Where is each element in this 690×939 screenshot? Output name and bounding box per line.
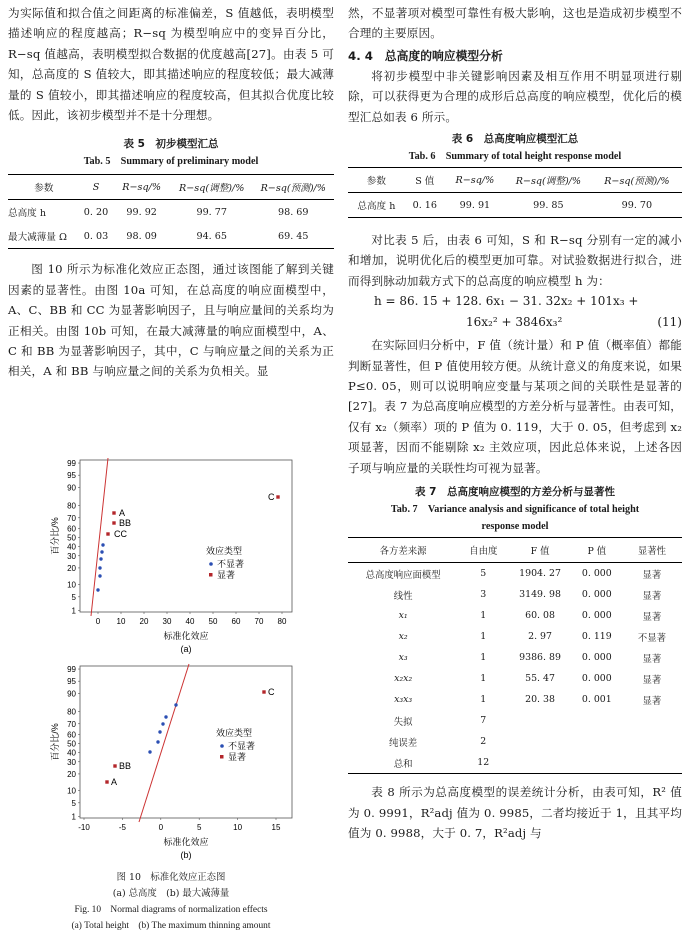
y-tick-label: 80	[67, 707, 76, 717]
table5-header: S	[92, 181, 100, 193]
y-tick-label: 90	[67, 689, 76, 699]
table7-caption-en-2: response model	[481, 521, 549, 533]
section-heading: 4. 4 总高度的响应模型分析	[348, 48, 503, 63]
table7-cell: 2. 97	[528, 631, 552, 643]
right-paragraph-1: 然，不显著项对模型可靠性有极大影响，这也是造成初步模型不合理的主要原因。	[348, 6, 682, 41]
y-tick-label: 1	[71, 606, 76, 616]
chart-b-point	[164, 715, 167, 718]
table7-cell: 显著	[642, 653, 662, 665]
equation-line-1: h = 86. 15 + 128. 6x₁ − 31. 32x₂ + 101x₃ +	[374, 294, 639, 309]
table5-caption-en: Tab. 5 Summary of preliminary model	[83, 156, 259, 168]
chart-b-sub: (b)	[180, 850, 192, 860]
y-tick-label: 80	[67, 501, 76, 511]
table7-cell: 55. 47	[525, 673, 555, 685]
x-tick-label: -5	[118, 823, 126, 832]
chart-a-sub: (a)	[180, 644, 192, 654]
table7-cell	[508, 731, 571, 752]
y-tick-label: 70	[67, 719, 76, 729]
y-tick-label: 1	[71, 812, 76, 822]
chart-a-label-bb: BB	[119, 518, 132, 528]
table7-header: 自由度	[469, 546, 498, 558]
left-paragraph-2: 图 10 所示为标准化效应正态图，通过该图能了解到关键因素的显著性。由图 10a 可知，在总高度的响应面模型中，A、C、BB 和 CC 为显著影响因子，且与响应量间的关系均为正相关。由图 10b 可知，在最大减薄量的响应面模型中，A、C 和 BB 为显著影响因子，其中，C 与响应量之间的关系为正相关，A 和 BB 与响应量之间的关系为负相关。显	[8, 262, 334, 379]
chart-b-y-ticks	[67, 665, 80, 821]
left-paragraph-1: 为实际值和拟合值之间距离的标准偏差，S 值越低，表明模型描述响应的程度越高；R−sq 为模型响应中的变异百分比，R−sq 值越高，表明模型拟合数据的优度越高[27]。由表 5 可知，总高度的 S 值较大，即其描述响应的程度较低；最大减薄量的 S 值较小，即其描述响应的程度较高，但其拟合优度比较低。因此，该初步模型并不是十分理想。	[8, 6, 334, 123]
chart-a-fit-line	[91, 458, 108, 616]
chart-a-point	[98, 566, 101, 569]
right-paragraph-2: 将初步模型中非关键影响因素及相互作用不明显项进行剔除，可以获得更为合理的成形后总高度的响应模型，优化后的模型汇总如表 6 所示。	[348, 68, 682, 124]
x-tick-label: 5	[196, 823, 202, 832]
table-row	[348, 626, 682, 647]
chart-b-fit-line	[139, 664, 189, 822]
table7-header: F 值	[530, 546, 550, 558]
chart-a-point	[99, 557, 102, 560]
chart-a-point	[96, 588, 99, 591]
chart-a-label-cc: CC	[114, 529, 127, 539]
table-row	[348, 605, 682, 626]
chart-b	[8, 662, 334, 862]
chart-b-legend-square-red	[220, 755, 224, 759]
right-paragraph-4: 在实际回归分析中，F 值（统计量）和 P 值（概率值）都能判断显著性，但 P 值使用较方便。从统计意义的角度来说，如果 P≤0. 05，则可以说明响应变量与某项之间的关联性是显著的[27]。表 7 为总高度响应模型的方差分析与显著性。由表可知，仅有 x₂（频率）项的 P 值为 0. 119，大于 0. 05，但考虑到 x₂ 项显著，因而不能剔除 x₂ 主效应项，因此总体来说，上述各因子项与响应量的关联性均可视为显著。	[348, 338, 682, 475]
table7-cell: 3149. 98	[519, 589, 561, 601]
table6-header: 参数	[366, 176, 386, 188]
table-row	[348, 647, 682, 668]
y-tick-label: 70	[67, 513, 76, 523]
table6-caption-cn: 表 6 总高度响应模型汇总	[451, 133, 579, 146]
y-tick-label: 20	[67, 563, 76, 573]
table5-cell: 99. 92	[126, 206, 157, 218]
table7-body	[348, 563, 682, 774]
figure-subcaption-en: (a) Total height (b) The maximum thinning amount	[71, 921, 271, 931]
chart-a-point	[100, 550, 103, 553]
y-tick-label: 95	[67, 677, 76, 687]
table5-cell: 94. 65	[196, 230, 227, 242]
table7-cell: x₃x₃	[394, 694, 413, 706]
table5-header: 参数	[34, 183, 54, 195]
y-tick-label: 30	[67, 551, 76, 561]
table7-cell: 0. 000	[581, 652, 612, 664]
table7-cell	[508, 752, 571, 774]
table5-header-row	[8, 175, 334, 200]
table7-cell	[572, 710, 622, 731]
equation-number: (11)	[657, 315, 682, 330]
chart-a-xlabel: 标准化效应	[163, 631, 209, 641]
table5-cell: 总高度 h	[8, 208, 47, 220]
table5-header: R−sq/%	[122, 181, 161, 193]
chart-a-legend-item-2: 显著	[217, 570, 236, 580]
table6-header: R−sq/%	[455, 174, 495, 186]
y-tick-label: 40	[67, 748, 76, 758]
table5-cell: 98. 09	[126, 230, 157, 242]
table7-cell	[622, 710, 682, 731]
table6-cell: 99. 91	[459, 199, 491, 211]
chart-a-plot-frame	[80, 460, 292, 612]
table7-cell: 0. 000	[581, 568, 612, 580]
table5-header: R−sq(调整)/%	[179, 183, 245, 195]
table5-cell: 69. 45	[277, 230, 309, 242]
table7-cell: 显著	[642, 611, 662, 623]
left-column	[8, 0, 334, 931]
table5-cell: 最大减薄量 Ω	[8, 232, 67, 244]
y-tick-label: 5	[71, 592, 76, 602]
table7-cell: 0. 001	[581, 694, 612, 706]
table7-cell: 60. 08	[525, 610, 555, 622]
x-tick-label: 10	[233, 823, 243, 832]
chart-b-legend-dot-blue	[220, 744, 224, 748]
x-tick-label: 60	[231, 617, 241, 626]
table7-header: P 值	[587, 546, 607, 558]
table7-cell: 总高度响应面模型	[365, 569, 441, 581]
table7-cell	[572, 752, 622, 774]
table5-cell: 0. 03	[83, 230, 109, 242]
table-row	[348, 563, 682, 585]
y-tick-label: 40	[67, 542, 76, 552]
chart-b-label-a: A	[111, 777, 118, 787]
x-tick-label: 30	[162, 617, 172, 626]
chart-a-legend-square-red	[209, 573, 213, 577]
table7-cell: 1	[480, 694, 487, 706]
chart-a-label-a: A	[119, 508, 126, 518]
table5-block	[8, 136, 334, 249]
table7-cell: 3	[480, 589, 487, 601]
table6-header: S 值	[415, 176, 435, 188]
chart-b-x-ticks	[78, 818, 281, 832]
x-tick-label: 20	[139, 617, 149, 626]
chart-a	[8, 456, 334, 656]
table-row	[8, 200, 334, 225]
table7-cell: 1	[480, 673, 487, 685]
table5-cell: 98. 69	[277, 206, 309, 218]
table7-cell: 1	[480, 610, 487, 622]
y-tick-label: 10	[67, 786, 76, 796]
table7-cell	[622, 731, 682, 752]
table6-header: R−sq(调整)/%	[515, 176, 582, 188]
table7-cell: x₃	[398, 652, 408, 664]
y-tick-label: 30	[67, 757, 76, 767]
table6-cell: 99. 70	[621, 199, 653, 211]
table7-cell: 线性	[393, 590, 413, 602]
table7-cell: 1	[480, 652, 487, 664]
figure-caption-cn: 图 10 标准化效应正态图	[116, 872, 226, 883]
chart-a-x-ticks	[96, 612, 287, 626]
table7-cell: 5	[480, 568, 487, 580]
chart-b-label-c: C	[268, 687, 275, 697]
y-tick-label: 99	[67, 665, 76, 675]
table7-cell: 纯误差	[389, 737, 418, 749]
chart-a-y-ticks	[67, 459, 80, 615]
chart-b-label-bb: BB	[119, 761, 132, 771]
table7-cell: 显著	[642, 569, 662, 581]
table6-caption-en: Tab. 6 Summary of total height response model	[408, 151, 622, 163]
x-tick-label: 50	[208, 617, 218, 626]
chart-b-point	[105, 780, 108, 783]
figure-10	[8, 456, 334, 934]
table-row	[348, 731, 682, 752]
chart-a-legend-dot-blue	[209, 562, 213, 566]
table-row	[348, 689, 682, 710]
table7-block	[348, 484, 682, 774]
chart-b-ylabel: 百分比/%	[50, 723, 60, 761]
chart-a-point	[101, 543, 104, 546]
chart-a-legend-title: 效应类型	[206, 546, 243, 556]
table7-caption-cn: 表 7 总高度响应模型的方差分析与显著性	[415, 486, 615, 499]
table7	[348, 537, 682, 774]
chart-b-plot-frame	[80, 666, 292, 818]
table7-caption-en-1: Tab. 7 Variance analysis and significance of total height	[390, 504, 640, 516]
y-tick-label: 90	[67, 483, 76, 493]
x-tick-label: 0	[158, 823, 164, 832]
table-row	[348, 668, 682, 689]
chart-a-ylabel: 百分比/%	[50, 517, 60, 555]
chart-a-point	[106, 532, 109, 535]
chart-a-point	[276, 495, 279, 498]
x-tick-label: 15	[271, 823, 281, 832]
table7-cell	[622, 752, 682, 774]
chart-b-legend-title: 效应类型	[216, 728, 253, 738]
equation-line-2-row	[348, 312, 682, 333]
y-tick-label: 95	[67, 471, 76, 481]
table7-header: 各方差来源	[379, 546, 427, 558]
right-column	[348, 0, 682, 843]
chart-b-xlabel: 标准化效应	[163, 837, 209, 847]
chart-a-legend-item-1: 不显著	[217, 559, 245, 569]
table7-cell: 0. 000	[581, 589, 612, 601]
table7-cell: 0. 000	[581, 673, 612, 685]
chart-a-point	[98, 574, 101, 577]
table7-cell: 20. 38	[525, 694, 555, 706]
table7-cell	[508, 710, 571, 731]
x-tick-label: 80	[277, 617, 287, 626]
chart-a-point	[112, 521, 115, 524]
table7-header: 显著性	[637, 546, 666, 558]
figure-subcaption-cn: (a) 总高度 (b) 最大减薄量	[112, 888, 230, 899]
table7-header-row	[348, 538, 682, 563]
y-tick-label: 20	[67, 769, 76, 779]
chart-b-point	[262, 690, 265, 693]
table7-cell	[572, 731, 622, 752]
x-tick-label: 40	[185, 617, 195, 626]
table7-cell: 总和	[393, 758, 413, 770]
table7-cell: x₁	[398, 610, 408, 622]
table7-cell: 显著	[642, 590, 662, 602]
table6-cell: 0. 16	[412, 199, 438, 211]
table7-cell: 9386. 89	[519, 652, 561, 664]
chart-b-point	[174, 703, 177, 706]
table6-header: R−sq(预测)/%	[604, 176, 670, 188]
x-tick-label: 70	[254, 617, 264, 626]
chart-a-label-c: C	[268, 492, 275, 502]
table6-block	[348, 131, 682, 218]
chart-b-point	[161, 722, 164, 725]
table7-cell: x₂	[398, 631, 408, 643]
right-paragraph-5: 表 8 所示为总高度模型的误差统计分析，由表可知，R² 值为 0. 9991，R²adj 值为 0. 9985，二者均接近于 1，且其平均值为 0. 9988，大于 0. 7，R²adj 与	[348, 785, 682, 840]
table7-cell: 0. 000	[581, 610, 612, 622]
x-tick-label: 0	[95, 617, 101, 626]
chart-b-point	[113, 764, 116, 767]
table5-header: R−sq(预测)/%	[260, 183, 326, 195]
chart-b-legend-item-1: 不显著	[228, 741, 256, 751]
chart-a-point	[112, 511, 115, 514]
y-tick-label: 50	[67, 533, 76, 543]
table5-caption-cn: 表 5 初步模型汇总	[123, 138, 219, 151]
table5-cell: 0. 20	[83, 206, 109, 218]
x-tick-label: 10	[116, 617, 126, 626]
table6-cell: 总高度 h	[357, 201, 396, 213]
y-tick-label: 60	[67, 524, 76, 534]
chart-b-point	[158, 730, 161, 733]
table7-cell: 2	[480, 736, 487, 748]
y-tick-label: 10	[67, 580, 76, 590]
table6-cell: 99. 85	[533, 199, 564, 211]
x-tick-label: -10	[78, 823, 90, 832]
table7-cell: 显著	[642, 695, 662, 707]
table-row	[348, 752, 682, 774]
figure-caption-en: Fig. 10 Normal diagrams of normalization effects	[74, 905, 268, 915]
table6	[348, 167, 682, 218]
table7-cell: 不显著	[637, 632, 666, 644]
table5-cell: 99. 77	[196, 206, 227, 218]
table-row	[8, 224, 334, 249]
table-row	[348, 584, 682, 605]
table7-cell: 7	[480, 715, 487, 727]
table7-cell: 0. 119	[581, 631, 612, 643]
chart-b-point	[156, 740, 159, 743]
table7-cell: 1904. 27	[519, 568, 561, 580]
y-tick-label: 50	[67, 739, 76, 749]
table5	[8, 174, 334, 249]
chart-b-point	[148, 750, 151, 753]
equation-line-2: 16x₂² + 3846x₃²	[466, 315, 563, 330]
table7-cell: 12	[477, 757, 490, 769]
chart-b-legend-item-2: 显著	[228, 752, 247, 762]
y-tick-label: 99	[67, 459, 76, 469]
y-tick-label: 60	[67, 730, 76, 740]
y-tick-label: 5	[71, 798, 76, 808]
table7-cell: 显著	[642, 674, 662, 686]
table6-header-row	[348, 168, 682, 193]
table7-cell: 1	[480, 631, 487, 643]
right-paragraph-3: 对比表 5 后，由表 6 可知，S 和 R−sq 分别有一定的减小和增加，说明优化后的模型更加可靠。对试验数据进行拟合，进而得到脉动加载方式下的总高度的响应模型 h 为：	[348, 233, 682, 288]
table-row	[348, 710, 682, 731]
table7-cell: 失拟	[393, 716, 413, 728]
table-row	[348, 193, 682, 218]
table7-cell: x₂x₂	[394, 673, 413, 685]
